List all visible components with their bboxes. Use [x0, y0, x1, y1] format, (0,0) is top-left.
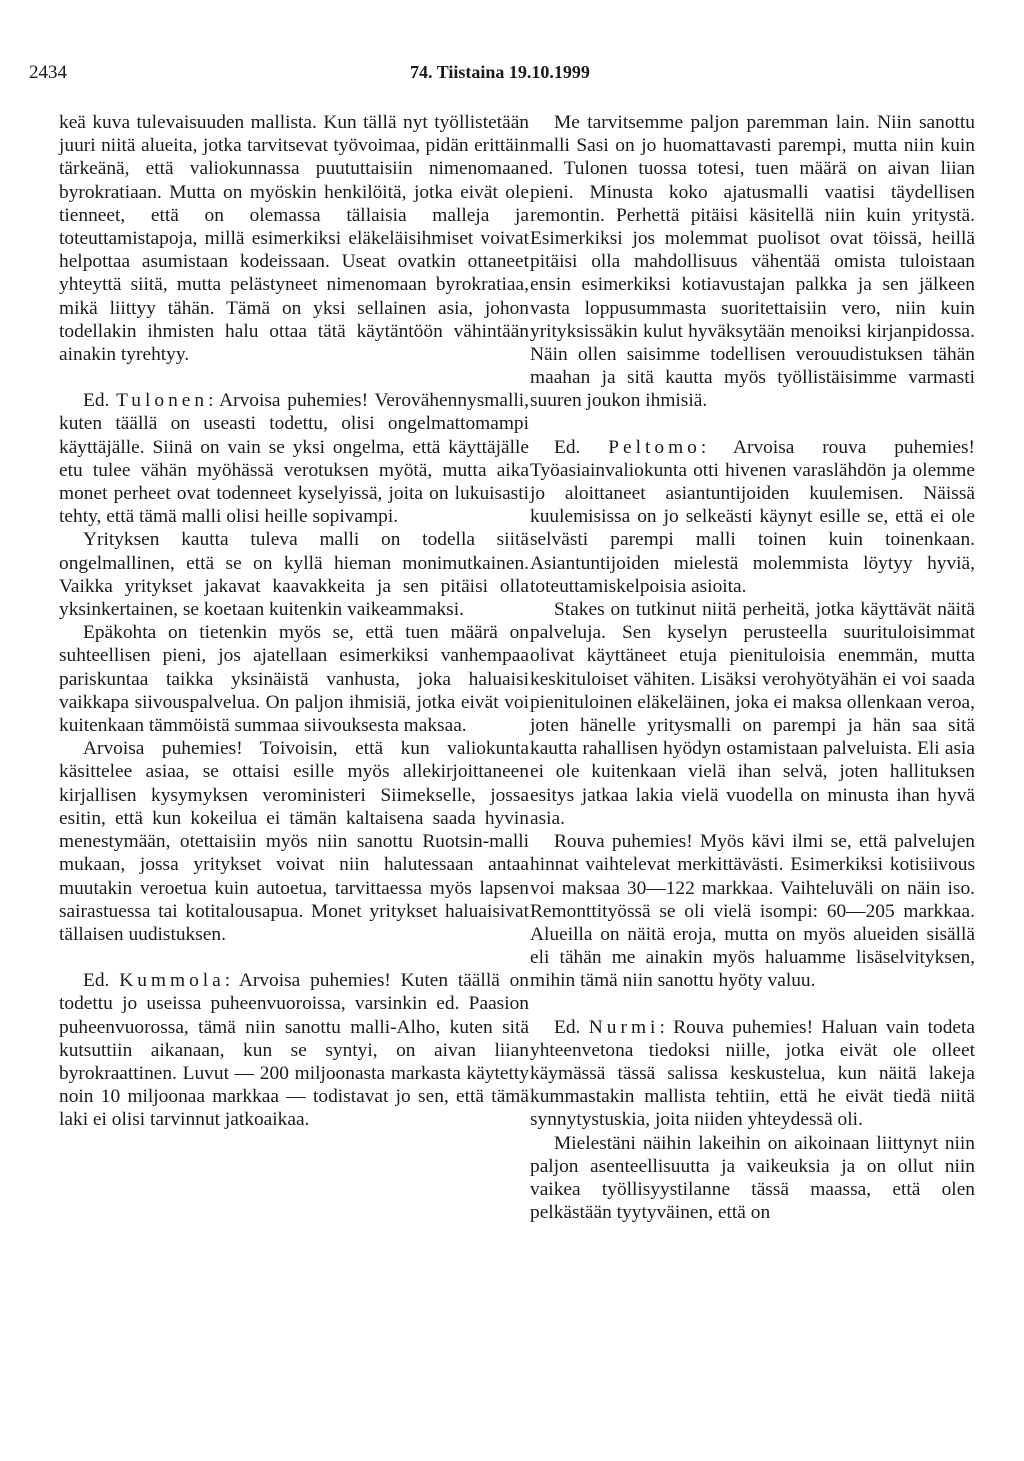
- speech-text: : Arvoisa puhemies! Verovähennysmalli, kuten täällä on useasti todettu, olisi ongelmattomampi käyttäjälle. Siinä on vain se yksi ongelma, että käyttäjälle etu tulee vähän myöhässä verotuksen myötä, mutta aika monet perheet ovat todenneet kyselyissä, joita on lukuisasti tehty, että tämä malli olisi heille sopivampi.: [59, 390, 529, 528]
- speaker-name: Tulonen: [116, 390, 209, 412]
- paragraph: keä kuva tulevaisuuden mallista. Kun tällä nyt työllistetään juuri niitä alueita, jotka tarvitsevat työvoimaa, pidän erittäin tärkeänä, että valiokunnassa puututtaisiin nimenomaan byrokratiaan. Mutta on myöskin henkilöitä, jotka eivät ole tienneet, että on olemassa tällaisia malleja ja toteuttamistapoja, millä esimerkiksi eläkeläisihmiset voivat helpottaa asumistaan kodeissaan. Useat ovatkin ottaneet yhteyttä siitä, mutta pelästyneet nimenomaan byrokratiaa, mikä liittyy tähän. Tämä on yksi sellainen asia, johon todellakin ihmisten halu ottaa tätä käytäntöön vähintään ainakin tyrehtyy.: [59, 112, 529, 366]
- speech-paragraph: [530, 1016, 975, 1132]
- speech-paragraph: [59, 389, 529, 528]
- speech-text: : Arvoisa puhemies! Kuten täällä on todettu jo useissa puheenvuoroissa, varsinkin ed. Paasion puheenvuorossa, tämä niin sanottu malli-Alho, kuten sitä kutsuttiin aikanaan, kun se syntyi, on aivan liian byrokraattinen. Luvut — 200 miljoonasta markasta käytetty noin 10 miljoonaa markkaa — todistavat jo sen, että tämä laki ei olisi tarvinnut jatkoaikaa.: [59, 970, 529, 1131]
- paragraph: Epäkohta on tietenkin myös se, että tuen määrä on suhteellisen pieni, jos ajatellaan esimerkiksi vanhempaa pariskuntaa taikka yksinäistä vanhusta, joka haluaisi vaikkapa siivouspalvelua. On paljon ihmisiä, jotka eivät voi kuitenkaan tämmöistä summaa siivouksesta maksaa.: [59, 622, 529, 737]
- paragraph: Yrityksen kautta tuleva malli on todella siitä ongelmallinen, että se on kyllä hieman monimutkainen. Vaikka yritykset jakavat kaavakkeita ja sen pitäisi olla yksinkertainen, se koetaan kuitenkin vaikeammaksi.: [59, 529, 529, 621]
- speaker-name: Kummola: [119, 970, 225, 992]
- speech-text: : Arvoisa rouva puhemies! Työasiainvaliokunta otti hivenen varaslähdön ja olemme jo aloittaneet asiantuntijoiden kuulemisen. Näissä kuulemisissa on jo selkeästi käynyt esille se, että ei ole selvästi parempi malli toinen kuin toinenkaan. Asiantuntijoiden mielestä molemmista löytyy hyviä, toteuttamiskelpoisia asioita.: [530, 436, 975, 597]
- speaker-prefix: Ed.: [83, 390, 110, 412]
- paragraph: Me tarvitsemme paljon paremman lain. Niin sanottu malli Sasi on jo huomattavasti parempi, mutta niin kuin ed. Tulonen tuossa totesi, tuen määrä on aivan liian pieni. Minusta koko ajatusmalli vaatisi täydellisen remontin. Perhettä pitäisi käsitellä niin kuin yritystä. Esimerkiksi jos molemmat puolisot ovat töissä, heillä pitäisi olla mahdollisuus vähentää omista tuloistaan ensin esimerkiksi kotiavustajan palkka ja sen jälkeen vasta loppusummasta suoritettaisiin vero, niin kuin yrityksissäkin kulut hyväksytään menoiksi kirjanpidossa. Näin ollen saisimme todellisen verouudistuksen tähän maahan ja sitä kautta myös työllistäisimme varmasti suuren joukon ihmisiä.: [530, 112, 975, 412]
- paragraph: Stakes on tutkinut niitä perheitä, jotka käyttävät näitä palveluja. Sen kyselyn perusteella suurituloisimmat olivat käyttäneet etuja pienituloisia enemmän, mutta keskituloiset vähiten. Lisäksi verohyötyähän ei voi saada pienituloinen eläkeläinen, joka ei maksa ollenkaan veroa, joten hänelle yritysmalli on parempi ja hän saa sitä kautta rahallisen hyödyn ostamistaan palveluista. Eli asia ei ole kuitenkaan vielä ihan selvä, joten hallituksen esitys jatkaa lakia vielä vuodella on minusta ihan hyvä asia.: [530, 599, 975, 829]
- speech-paragraph: [59, 969, 529, 1131]
- session-title: 74. Tiistaina 19.10.1999: [410, 62, 590, 82]
- speech-text: : Rouva puhemies! Haluan vain todeta yhteenvetona tiedoksi niille, jotka eivät ole olleet käymässä tässä salissa keskustelua, kun näitä lakeja kummastakin mallista tehtiin, että he eivät tiedä niitä synnytystuskia, joita niiden yhteydessä oli.: [530, 1016, 975, 1131]
- speaker-name: Nurmi: [588, 1016, 660, 1038]
- speaker-name: Peltomo: [608, 436, 701, 458]
- paragraph: Rouva puhemies! Myös kävi ilmi se, että palvelujen hinnat vaihtelevat merkittävästi. Esimerkiksi kotisiivous voi maksaa 30—122 markkaa. Vaihteluväli on näin iso. Remonttityössä se oli vielä isompi: 60—205 markkaa. Alueilla on näitä eroja, mutta on myös alueiden sisällä eli tähän me ainakin myös haluamme lisäselvityksen, mihin tämä niin sanottu hyöty valuu.: [530, 831, 975, 992]
- page-number: 2434: [29, 62, 67, 83]
- paragraph: Mielestäni näihin lakeihin on aikoinaan liittynyt niin paljon asenteellisuutta ja vaikeuksia ja on ollut niin vaikea työllisyystilanne tässä maassa, että olen pelkästään tyytyväinen, että on: [530, 1132, 975, 1224]
- page-header: [0, 62, 1024, 92]
- right-column: [530, 111, 975, 1224]
- speaker-prefix: Ed.: [554, 436, 581, 458]
- left-column: [59, 111, 529, 1132]
- speaker-prefix: Ed.: [83, 970, 110, 992]
- paragraph: Arvoisa puhemies! Toivoisin, että kun valiokunta käsittelee asiaa, se ottaisi esille myös allekirjoittaneen kirjallisen kysymyksen veroministeri Siimekselle, jossa esitin, että kun kokeilua ei tämän kaltaisena saada hyvin menestymään, otettaisiin myös niin sanottu Ruotsin-malli mukaan, jossa yritykset voivat niin halutessaan antaa muutakin veroetua kuin autoetua, tarvittaessa myös lapsen sairastuessa tai kotitalousapua. Monet yritykset haluaisivat tällaisen uudistuksen.: [59, 738, 529, 945]
- speech-paragraph: [530, 436, 975, 598]
- speaker-prefix: Ed.: [554, 1016, 581, 1038]
